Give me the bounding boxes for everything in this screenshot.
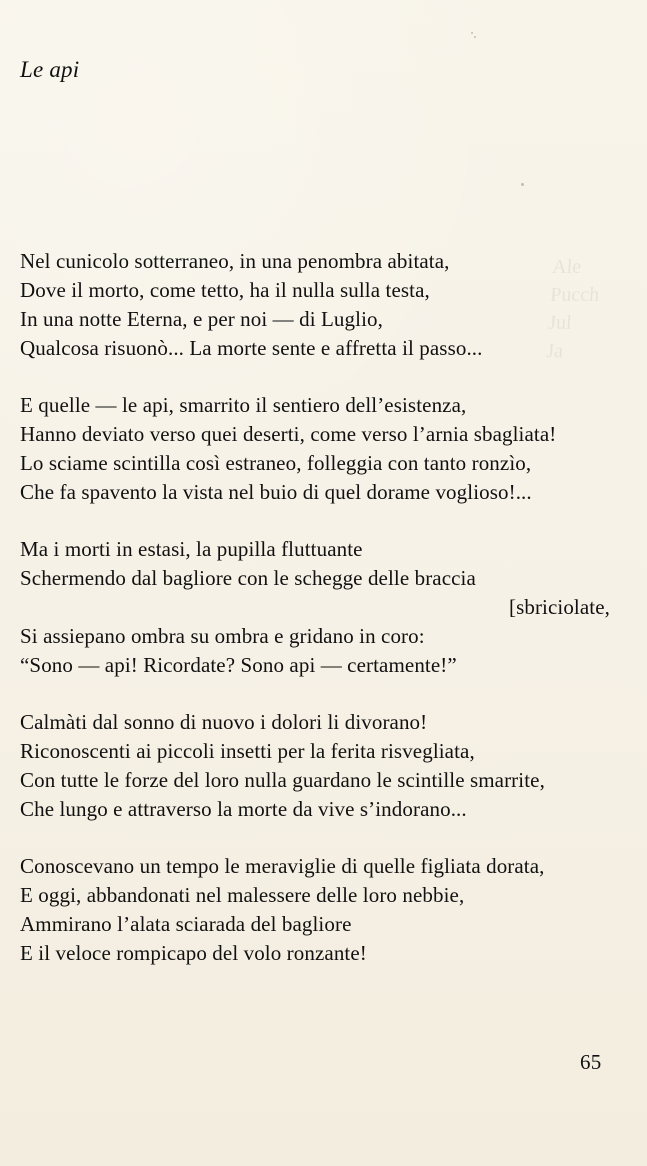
show-through-text: Ale Pucch Jul Ja [545, 256, 600, 362]
poem-text [20, 247, 610, 996]
poem-line: E oggi, abbandonati nel malessere delle loro nebbie, [20, 883, 465, 907]
page-number: 65 [580, 1050, 602, 1074]
poem-line: Si assiepano ombra su ombra e gridano in coro: [20, 624, 425, 648]
poem-line: Dove il morto, come tetto, ha il nulla sulla testa, [20, 278, 430, 302]
poem-line: Nel cunicolo sotterraneo, in una penombra abitata, [20, 249, 450, 273]
paper-speck [521, 183, 524, 186]
poem-line-continuation: [sbriciolate, [508, 595, 610, 619]
stanza-1 [20, 247, 610, 363]
stanza-4 [20, 708, 610, 824]
poem-line: Lo sciame scintilla così estraneo, folleggia con tanto ronzìo, [20, 451, 532, 475]
poem-line: Calmàti dal sonno di nuovo i dolori li divorano! [20, 710, 428, 734]
poem-line: “Sono — api! Ricordate? Sono api — certamente!” [20, 653, 457, 677]
stanza-5 [20, 852, 610, 968]
poem-line: Ma i morti in estasi, la pupilla fluttuante [20, 537, 363, 561]
poem-line: Con tutte le forze del loro nulla guardano le scintille smarrite, [20, 768, 545, 792]
stanza-2 [20, 391, 610, 507]
poem-line: In una notte Eterna, e per noi — di Luglio, [20, 307, 383, 331]
poem-line: E quelle — le api, smarrito il sentiero dell’esistenza, [20, 393, 467, 417]
poem-line: Hanno deviato verso quei deserti, come verso l’arnia sbagliata! [20, 422, 557, 446]
poem-line: Schermendo dal bagliore con le schegge delle braccia [20, 566, 476, 590]
poem-line: Riconoscenti ai piccoli insetti per la ferita risvegliata, [20, 739, 475, 763]
poem-line: Che lungo e attraverso la morte da vive s’indorano... [20, 797, 467, 821]
poem-line: Che fa spavento la vista nel buio di quel dorame voglioso!... [20, 480, 532, 504]
poem-line: Ammirano l’alata sciarada del bagliore [20, 912, 352, 936]
paper-speck [471, 32, 473, 34]
poem-line: E il veloce rompicapo del volo ronzante! [20, 941, 367, 965]
stanza-3 [20, 535, 610, 680]
poem-line: Qualcosa risuonò... La morte sente e affretta il passo... [20, 336, 483, 360]
paper-speck [474, 36, 476, 38]
poem-line: Conoscevano un tempo le meraviglie di quelle figliata dorata, [20, 854, 545, 878]
page-title: Le api [20, 57, 80, 82]
